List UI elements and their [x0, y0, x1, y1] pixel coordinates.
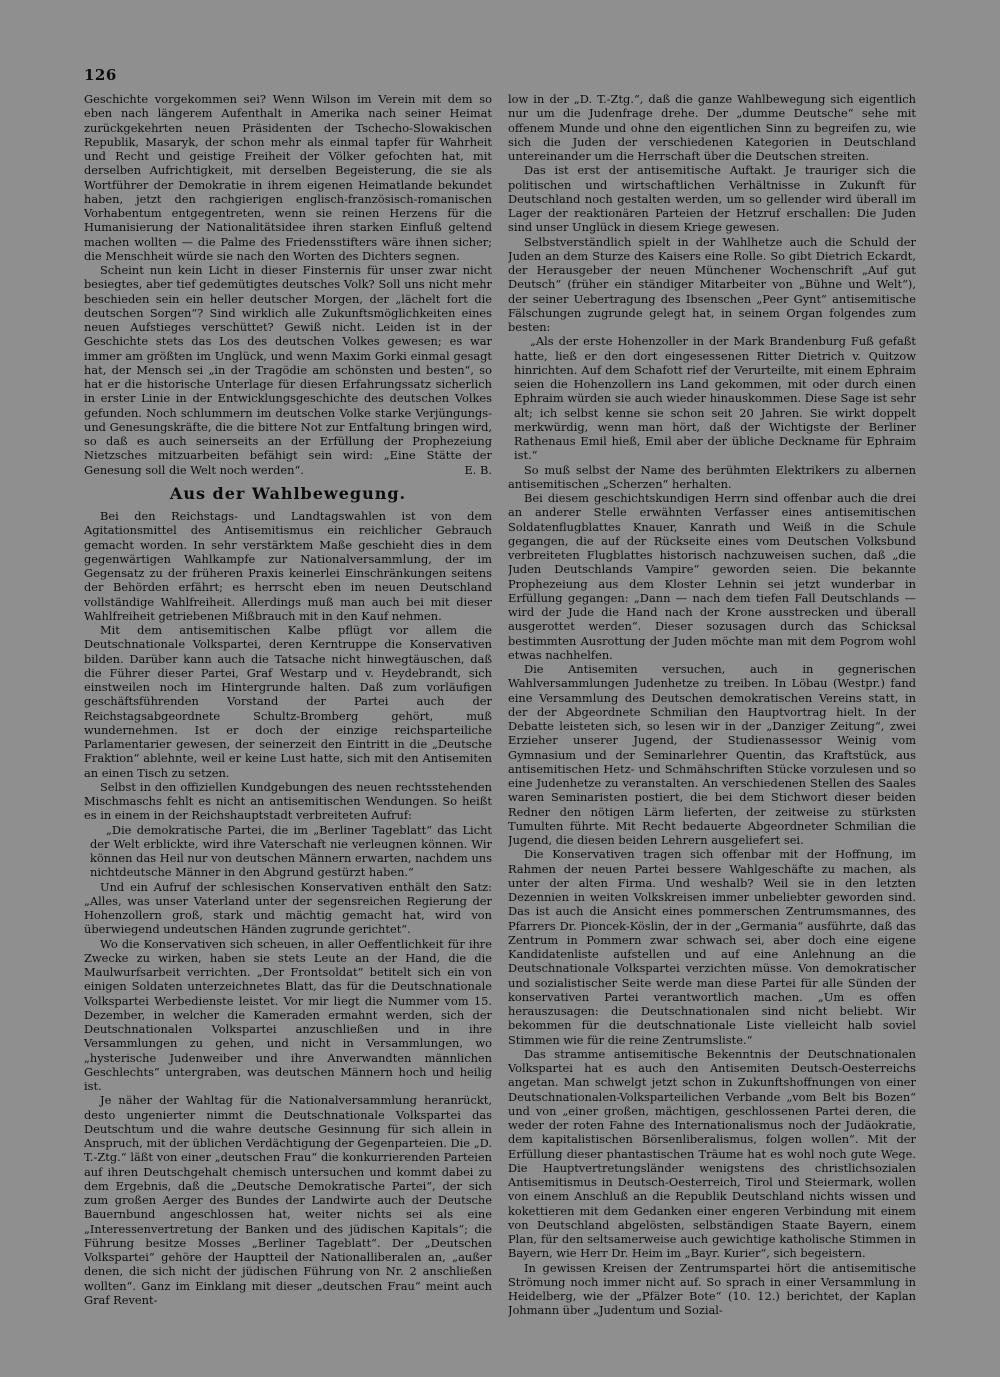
article-paragraph: Je näher der Wahltag für die Nationalversammlung heranrückt, desto ungenierter nimmt die Deutschnationale Volkspartei das Deutschtum und die wahre deutsche Gesinnung für sich allein in Anspruch, mit der üblichen Verdächtigung der Gegenparteien. Die „D. T.-Ztg.“ läßt von einer „deutschen Frau“ die konkurrierenden Parteien auf ihren Deutschgehalt chemisch untersuchen und kommt dabei zu dem Ergebnis, daß die „Deutsche Demokratische Partei“, der sich zum großen Aerger des Bundes der Landwirte auch der Deutsche Bauernbund angeschlossen hat, weiter nichts sei als eine „Interessenvertretung der Banken und des jüdischen Kapitals“; die Führung besitze Mosses „Berliner Tageblatt“. Der „Deutschen Volkspartei“ gehöre der Hauptteil der Nationalliberalen an, „außer denen, die sich nicht der jüdischen Führung von Nr. 2 anschließen wollten“. Ganz im Einklang mit dieser „deutschen Frau“ meint auch Graf Revent-	[84, 1093, 492, 1307]
right-column	[508, 92, 916, 1362]
article-paragraph: Bei den Reichstags- und Landtagswahlen ist von dem Agitationsmittel des Antisemitismus ein reichlicher Gebrauch gemacht worden. In sehr verstärktem Maße geschieht dies in dem gegenwärtigen Wahlkampfe zur Nationalversammlung, der im Gegensatz zu der früheren Praxis keinerlei Einschränkungen seitens der Behörden erfährt; es herrscht eben im neuen Deutschland vollständige Wahlfreiheit. Allerdings muß man auch bei mit dieser Wahlfreiheit getriebenen Mißbrauch mit in den Kauf nehmen.	[84, 509, 492, 623]
article-paragraph: Selbst in den offiziellen Kundgebungen des neuen rechtsstehenden Mischmaschs fehlt es nicht an antisemitischen Wendungen. So heißt es in einem in der Reichshauptstadt verbreiteten Aufruf:	[84, 779, 492, 823]
article-paragraph: Die Antisemiten versuchen, auch in gegnerischen Wahlversammlungen Judenhetze zu treiben. In Löbau (Westpr.) fand eine Versammlung des Deutschen demokratischen Vereins statt, in der der Abgeordnete Schmilian den Hauptvortrag hielt. In der Debatte leisteten sich, so lesen wir in der „Danziger Zeitung“, zwei Erzieher unserer Jugend, der Studienassessor Weinig vom Gymnasium und der Seminarlehrer Quentin, das Kraftstück, aus antisemitischen Hetz- und Schmähschriften Stücke vorzulesen und so eine Judenhetze zu veranstalten. An verschiedenen Stellen des Saales waren Seminaristen postiert, die bei dem Stichwort dieser beiden Redner den nötigen Lärm lieferten, der zeitweise zu stürksten Tumulten führte. Mit Recht bedauerte Abgeordneter Schmilian die Jugend, die diesen beiden Lehrern ausgeliefert sei.	[508, 662, 916, 847]
article-paragraph: So muß selbst der Name des berühmten Elektrikers zu albernen antisemitischen „Scherzen“ herhalten.	[508, 462, 916, 491]
left-column	[84, 92, 492, 1362]
article-paragraph: Geschichte vorgekommen sei? Wenn Wilson im Verein mit dem so eben nach längerem Aufenthalt in Amerika nach seiner Heimat zurückgekehrten neuen Präsidenten der Tschecho-Slowakischen Republik, Masaryk, der schon mehr als einmal tapfer für Wahrheit und Recht und geistige Freiheit der Völker gefochten hat, mit derselben Aufrichtigkeit, mit derselben Begeisterung, die sie als Wortführer der Demokratie in ihrem eigenen Heimatlande bekundet haben, jetzt den rachgierigen englisch-französisch-romanischen Vorhabentum entgegentreten, wenn sie reinen Herzens für die Humanisierung der Nationalitätsidee ihren starken Einfluß geltend machen wollten — die Palme des Friedensstifters wäre ihnen sicher; die Menschheit würde sie nach den Worten des Dichters segnen.	[84, 92, 492, 263]
article-paragraph: Wo die Konservativen sich scheuen, in aller Oeffentlichkeit für ihre Zwecke zu wirken, haben sie stets Leute an der Hand, die die Maulwurfsarbeit verrichten. „Der Frontsoldat“ betitelt sich ein von einigen Soldaten unterzeichnetes Blatt, das für die Deutschnationale Volkspartei Werbedienste leistet. Vor mir liegt die Nummer vom 15. Dezember, in welcher die Kameraden ermahnt werden, sich der Deutschnationalen Volkspartei anzuschließen und in ihre Versammlungen zu gehen, und nicht in Versammlungen, wo „hysterische Judenweiber und ihre Anverwandten männlichen Geschlechts“ untergraben, was deutschen Männern hoch und heilig ist.	[84, 936, 492, 1093]
article-paragraph: Das stramme antisemitische Bekenntnis der Deutschnationalen Volkspartei hat es auch den Antisemiten Deutsch-Oesterreichs angetan. Man schwelgt jetzt schon in Zukunftshoffnungen von einer Deutschnationalen-Volksparteilichen Verbande „vom Belt bis Bozen“ und von „einer großen, mächtigen, geschlossenen Partei deren, die weder der roten Fahne des Internationalismus noch der Judäokratie, dem kapitalistischen Börsenliberalismus, folgen wollen“. Mit der Erfüllung dieser phantastischen Träume hat es wohl noch gute Wege. Die Hauptvertretungsländer wenigstens des christlichsozialen Antisemitismus in Deutsch-Oesterreich, Tirol und Steiermark, wollen von einem Anschluß an die Republik Deutschland nichts wissen und kokettieren mit dem Gedanken einer engeren Verbindung mit einem von Deutschland abgelösten, selbständigen Staate Bayern, einem Plan, für den seltsamerweise auch gewichtige katholische Stimmen in Bayern, wie Herr Dr. Heim im „Bayr. Kurier“, sich begeistern.	[508, 1046, 916, 1261]
article-paragraph	[84, 263, 492, 477]
article-paragraph: In gewissen Kreisen der Zentrumspartei hört die antisemitische Strömung noch immer nicht auf. So sprach in einer Versammlung in Heidelberg, wie der „Pfälzer Bote“ (10. 12.) berichtet, der Kaplan Johmann über „Judentum und Sozial-	[508, 1260, 916, 1318]
article-paragraph: Das ist erst der antisemitische Auftakt. Je trauriger sich die politischen und wirtschaftlichen Verhältnisse in Zukunft für Deutschland noch gestalten werden, um so gellender wird überall im Lager der reaktionären Parteien der Hetzruf erschallen: Die Juden sind unser Unglück in diesem Kriege gewesen.	[508, 163, 916, 235]
article-paragraph: low in der „D. T.-Ztg.“, daß die ganze Wahlbewegung sich eigentlich nur um die Judenfrage drehe. Der „dumme Deutsche“ sehe mit offenem Munde und ohne den eigentlichen Sinn zu begreifen zu, wie sich die Juden der verschiedenen Kategorien in Deutschland untereinander um die Herrschaft über die Deutschen streiten.	[508, 92, 916, 163]
section-heading: Aus der Wahlbewegung.	[169, 483, 407, 503]
article-paragraph-text: Scheint nun kein Licht in dieser Finsternis für unser zwar nicht besiegtes, aber tief gedemütigtes deutsches Volk? Soll uns nicht mehr beschieden sein ein heller deutscher Morgen, der „lächelt fort die deutschen Sorgen“? Sind wirklich alle Zukunftsmöglichkeiten eines neuen Aufstieges verschüttet? Gewiß nicht. Leiden ist in der Geschichte stets das Los des deutschen Volkes gewesen; es war immer am größten im Unglück, und wenn Maxim Gorki einmal gesagt hat, der Mensch sei „in der Tragödie am schönsten und besten“, so hat er die historische Unterlage für diesen Erfahrungssatz sicherlich in erster Linie in der Entwicklungsgeschichte des deutschen Volkes gefunden. Noch schlummern im deutschen Volke starke Verjüngungs- und Genesungskräfte, die die bittere Not zur Entfaltung bringen wird, so daß es auch seinerseits an der Erfüllung der Prophezeiung Nietzsches mitzuarbeiten befähigt sein wird: „Eine Stätte der Genesung soll die Welt noch werden“.	[84, 263, 492, 477]
quoted-passage: „Die demokratische Partei, die im „Berliner Tageblatt“ das Licht der Welt erblickte, wird ihre Vaterschaft nie verleugnen können. Wir können das Heil nur von deutschen Männern erwarten, nachdem uns nichtdeutsche Männer in den Abgrund gestürzt haben.“	[90, 822, 492, 880]
quoted-passage: „Als der erste Hohenzoller in der Mark Brandenburg Fuß gefaßt hatte, ließ er den dort eingesessenen Ritter Dietrich v. Quitzow hinrichten. Auf dem Schafott rief der Verurteilte, mit einem Ephraim seien die Hohenzollern ins Land gekommen, mit oder durch einen Ephraim würden sie auch wieder hinauskommen. Diese Sage ist sehr alt; ich selbst kenne sie schon seit 20 Jahren. Sie wirkt doppelt merkwürdig, wenn man hört, daß der Wichtigste der Berliner Rathenaus Emil hieß, Emil aber der übliche Deckname für Ephraim ist.“	[514, 334, 916, 463]
article-paragraph: Und ein Aufruf der schlesischen Konservativen enthält den Satz: „Alles, was unser Vaterland unter der segensreichen Regierung der Hohenzollern groß, stark und mächtig gemacht hat, wird von überwiegend undeutschen Händen zugrunde gerichtet“.	[84, 879, 492, 937]
page-number: 126	[84, 66, 117, 84]
article-paragraph: Bei diesem geschichtskundigen Herrn sind offenbar auch die drei an anderer Stelle erwähnten Verfasser eines antisemitischen Soldatenflugblattes Knauer, Kanrath und Weiß in die Schule gegangen, die auf der Rückseite eines vom Deutschen Volksbund verbreiteten Flugblattes historisch nachzuweisen suchen, daß „die Juden Deutschlands Vampire“ geworden seien. Die bekannte Prophezeiung aus dem Kloster Lehnin sei jetzt wunderbar in Erfüllung gegangen: „Dann — nach dem tiefen Fall Deutschlands — wird der Jude die Hand nach der Krone ausstrecken und überall ausgerottet werden“. Dieser sozusagen durch das Schicksal bestimmten Ausrottung der Juden möchte man mit dem Pogrom wohl etwas nachhelfen.	[508, 491, 916, 662]
author-signature: E. B.	[464, 462, 492, 477]
article-paragraph: Die Konservativen tragen sich offenbar mit der Hoffnung, im Rahmen der neuen Partei bessere Wahlgeschäfte zu machen, als unter der alten Firma. Und weshalb? Weil sie in den letzten Dezennien in weiten Volkskreisen immer unbeliebter geworden sind. Das ist auch die Ansicht eines pommerschen Zentrumsmannes, des Pfarrers Dr. Pioncek-Köslin, der in der „Germania“ ausführte, daß das Zentrum in Pommern zwar schwach sei, aber doch eine eigene Kandidatenliste aufstellen und auf eine Anlehnung an die Deutschnationale Volkspartei verzichten müsse. Von demokratischer und sozialistischer Seite werde man diese Partei für alle Sünden der konservativen Partei verantwortlich machen. „Um es offen herauszusagen: die Deutschnationalen sind nicht beliebt. Wir bekommen für die deutschnationale Liste vielleicht halb soviel Stimmen wie für die reine Zentrumsliste.“	[508, 847, 916, 1047]
article-paragraph: Mit dem antisemitischen Kalbe pflügt vor allem die Deutschnationale Volkspartei, deren Kerntruppe die Konservativen bilden. Darüber kann auch die Tatsache nicht hinwegtäuschen, daß die Führer dieser Partei, Graf Westarp und v. Heydebrandt, sich einstweilen noch im Hintergrunde halten. Daß zum vorläufigen geschäftsführenden Vorstand der Partei auch der Reichstagsabgeordnete Schultz-Bromberg gehört, muß wundernehmen. Ist er doch der einzige reichsparteiliche Parlamentarier gewesen, der seinerzeit den Eintritt in die „Deutsche Fraktion“ ablehnte, weil er keine Lust hatte, sich mit den Antisemiten an einen Tisch zu setzen.	[84, 623, 492, 780]
article-paragraph: Selbstverständlich spielt in der Wahlhetze auch die Schuld der Juden an dem Sturze des Kaisers eine Rolle. So gibt Dietrich Eckardt, der Herausgeber der neuen Münchener Wochenschrift „Auf gut Deutsch“ (früher ein ständiger Mitarbeiter von „Bühne und Welt“), der seiner Uebertragung des Ibsenschen „Peer Gynt“ antisemitische Fälschungen zugrunde gelegt hat, in seinem Organ folgendes zum besten:	[508, 234, 916, 334]
